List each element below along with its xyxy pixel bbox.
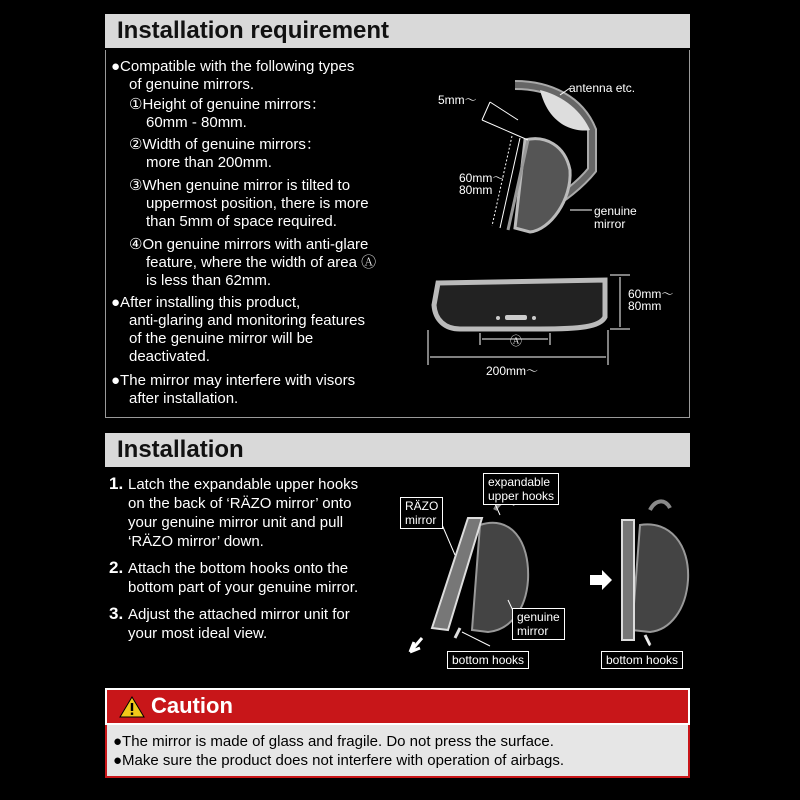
razo-mirror-label xyxy=(400,497,443,529)
caution-line1: ●The mirror is made of glass and fragile. Do not press the surface. xyxy=(113,733,554,750)
bullet-after-line4: deactivated. xyxy=(129,348,210,365)
caution-line2: ●Make sure the product does not interfere with operation of airbags. xyxy=(113,752,564,769)
down-arrow-icon xyxy=(410,638,422,652)
bullet-after-line1: ●After installing this product, xyxy=(111,294,301,311)
genuine-mirror-label xyxy=(512,608,565,640)
genuine-mirror-right xyxy=(632,524,688,632)
caution-body xyxy=(105,725,690,778)
genuine-label-2: mirror xyxy=(594,217,626,231)
bottom-hooks-label-right: bottom hooks xyxy=(601,651,683,669)
item-antiglare-line2: feature, where the width of area Ⓐ xyxy=(146,254,377,271)
area-label: Ⓐ xyxy=(510,334,523,348)
warning-icon xyxy=(119,696,145,718)
genuine-mirror-side xyxy=(515,139,570,232)
step2-line1: Attach the bottom hooks onto the xyxy=(128,560,349,577)
item-tilt-line3: than 5mm of space required. xyxy=(146,213,337,230)
bullet-after-line2: anti-glaring and monitoring features xyxy=(129,312,365,329)
gap-label: 5mm〜 xyxy=(438,93,477,107)
item-height-line2: 60mm - 80mm. xyxy=(146,114,247,131)
bullet-after-line3: of the genuine mirror will be xyxy=(129,330,314,347)
antenna-label: antenna etc. xyxy=(569,81,636,95)
step3-number: 3. xyxy=(109,604,124,623)
upper-hook-right xyxy=(650,501,670,510)
side-view-diagram xyxy=(420,60,690,240)
step2-number: 2. xyxy=(109,558,124,577)
right-arrow-icon xyxy=(590,570,612,590)
step1-line4: ‘RÄZO mirror’ down. xyxy=(128,533,264,550)
item-tilt-line2: uppermost position, there is more xyxy=(146,195,369,212)
step1-line3: your genuine mirror unit and pull xyxy=(128,514,344,531)
step1-line1: Latch the expandable upper hooks xyxy=(128,476,359,493)
step1-number: 1. xyxy=(109,474,124,493)
bottom-hooks-label-left: bottom hooks xyxy=(447,651,529,669)
step3-line1: Adjust the attached mirror unit for xyxy=(128,606,350,623)
upper-hooks-line2: upper hooks xyxy=(488,489,555,503)
razo-label-line2: mirror xyxy=(405,513,437,527)
item-antiglare-line3: is less than 62mm. xyxy=(146,272,272,289)
width-label: 200mm〜 xyxy=(486,364,539,378)
bullet-compatible-line2: of genuine mirrors. xyxy=(129,76,255,93)
mirror-button xyxy=(505,315,527,320)
requirement-title: Installation requirement xyxy=(117,17,390,44)
installation-title: Installation xyxy=(117,436,244,463)
item-height-line1: ①Height of genuine mirrors： xyxy=(129,96,326,113)
bullet-compatible-line1: ●Compatible with the following types xyxy=(111,58,355,75)
razo-label-line1: RÄZO xyxy=(405,499,439,513)
requirement-header xyxy=(105,14,690,48)
genuine-mirror-front xyxy=(434,280,605,329)
razo-mirror-right xyxy=(622,520,634,640)
genuine-mirror-line2: mirror xyxy=(517,624,549,638)
genuine-label-1: genuine xyxy=(594,204,637,218)
step3-line2: your most ideal view. xyxy=(128,625,268,642)
upper-hooks-label xyxy=(483,473,559,505)
caution-header xyxy=(105,688,690,725)
item-tilt-line1: ③When genuine mirror is tilted to xyxy=(129,177,351,194)
side-height-label-2: 80mm xyxy=(459,183,493,197)
bullet-visor-line2: after installation. xyxy=(129,390,239,407)
upper-hooks-line1: expandable xyxy=(488,475,551,489)
step1-line2: on the back of ‘RÄZO mirror’ onto xyxy=(128,495,352,512)
front-height-label-1: 60mm〜 xyxy=(628,287,674,301)
item-antiglare-line1: ④On genuine mirrors with anti-glare xyxy=(129,236,369,253)
item-width-line1: ②Width of genuine mirrors： xyxy=(129,136,321,153)
installation-header xyxy=(105,433,690,467)
caution-title: Caution xyxy=(151,693,233,718)
front-height-label-2: 80mm xyxy=(628,299,662,313)
bullet-visor-line1: ●The mirror may interfere with visors xyxy=(111,372,356,389)
side-height-label-1: 60mm〜 xyxy=(459,171,505,185)
item-width-line2: more than 200mm. xyxy=(146,154,272,171)
genuine-mirror-line1: genuine xyxy=(517,610,560,624)
step2-line2: bottom part of your genuine mirror. xyxy=(128,579,359,596)
front-view-diagram xyxy=(420,265,690,385)
